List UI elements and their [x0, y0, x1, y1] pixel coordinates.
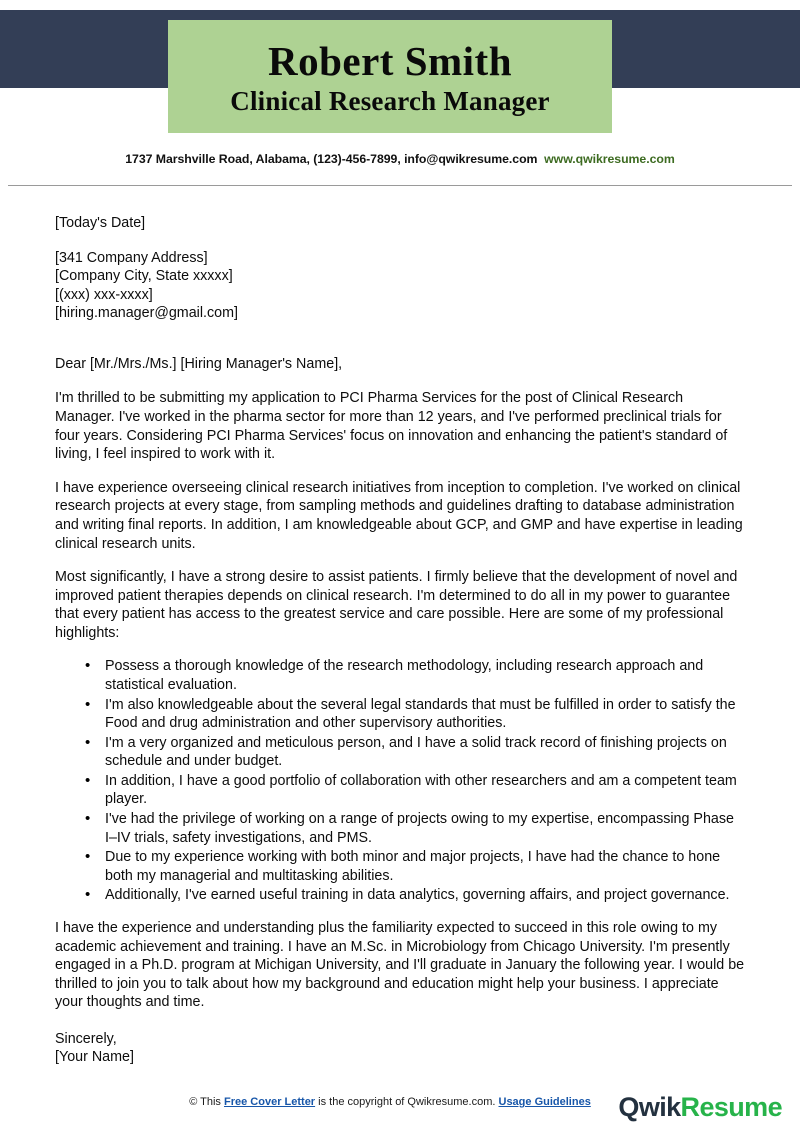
- salutation: Dear [Mr./Mrs./Ms.] [Hiring Manager's Name],: [55, 355, 343, 372]
- usage-guidelines-link[interactable]: Usage Guidelines: [498, 1096, 591, 1108]
- contact-website[interactable]: www.qwikresume.com: [544, 152, 675, 166]
- logo-resume-text: Resume: [680, 1092, 782, 1122]
- recipient-line: [Company City, State xxxxx]: [55, 268, 233, 285]
- copyright-middle: is the copyright of Qwikresume.com.: [315, 1096, 499, 1108]
- contact-line: [0, 152, 800, 166]
- applicant-job-title: Clinical Research Manager: [230, 85, 550, 116]
- recipient-line: [(xxx) xxx-xxxx]: [55, 286, 153, 303]
- signature-name: [Your Name]: [55, 1049, 134, 1066]
- closing-paragraph: I have the experience and understanding plus the familiarity expected to succeed in this role owing to my academic achievement and training. I have an M.Sc. in Microbiology from Chicago University. I'm presently engaged in a Ph.D. program at Michigan University, and I'll graduate in January the following year. I would be thrilled to join you to talk about how my background and education might help your business. I appreciate your thoughts and time.: [55, 919, 745, 1011]
- free-cover-letter-link[interactable]: Free Cover Letter: [224, 1096, 316, 1108]
- signoff-block: [55, 1030, 745, 1067]
- list-item: • I've had the privilege of working on a range of projects owing to my expertise, encompassing Phase I–IV trials, safety investigations, and PMS.: [55, 810, 745, 847]
- letter-body: [55, 214, 745, 1067]
- body-paragraph: I have experience overseeing clinical research initiatives from inception to completion. I've worked on clinical research projects at every stage, from sampling methods and guidelines drafting to database administration and writing final reports. In addition, I am knowledgeable about GCP, and GMP and have expertise in leading clinical research units.: [55, 479, 743, 552]
- list-item: • In addition, I have a good portfolio of collaboration with other researchers and am a competent team player.: [55, 772, 745, 809]
- list-item: • I'm also knowledgeable about the several legal standards that must be fulfilled in order to satisfy the Food and drug administration and other supervisory authorities.: [55, 696, 745, 733]
- highlights-list: [55, 657, 745, 905]
- recipient-line: [341 Company Address]: [55, 249, 208, 266]
- footer-copyright: [180, 1096, 600, 1108]
- list-item: • Additionally, I've earned useful training in data analytics, governing affairs, and project governance.: [55, 886, 745, 905]
- contact-address: 1737 Marshville Road, Alabama, (123)-456-7899, info@qwikresume.com: [125, 152, 538, 166]
- list-item: • Possess a thorough knowledge of the research methodology, including research approach and statistical evaluation.: [55, 657, 745, 694]
- name-title-box: [168, 20, 612, 133]
- list-item: • I'm a very organized and meticulous person, and I have a solid track record of finishing projects on schedule and under budget.: [55, 734, 745, 771]
- header-divider: [8, 185, 792, 186]
- applicant-name: Robert Smith: [267, 38, 512, 85]
- page-footer: [0, 1092, 800, 1131]
- list-item: • Due to my experience working with both minor and major projects, I have had the chance to hone both my managerial and multitasking abilities.: [55, 848, 745, 885]
- body-paragraph: Most significantly, I have a strong desire to assist patients. I firmly believe that the development of novel and improved patient therapies depends on clinical research. I'm determined to do all in my power to guarantee that every patient has access to the greatest service and care possible. Here are some of my professional highlights:: [55, 569, 738, 641]
- recipient-line: [hiring.manager@gmail.com]: [55, 305, 238, 322]
- logo-qwik-text: Qwik: [618, 1092, 681, 1122]
- body-paragraph: I'm thrilled to be submitting my application to PCI Pharma Services for the post of Clinical Research Manager. I've worked in the pharma sector for more than 12 years, and I've performed preclinical trials for four years. Considering PCI Pharma Services' focus on innovation and enhancing the patient's standard of living, I feel inspired to work with it.: [55, 390, 728, 463]
- date-line: [Today's Date]: [55, 215, 146, 231]
- qwikresume-logo[interactable]: [618, 1092, 782, 1123]
- copyright-prefix: © This: [189, 1096, 224, 1108]
- recipient-address-block: [55, 249, 745, 323]
- signoff-text: Sincerely,: [55, 1030, 117, 1047]
